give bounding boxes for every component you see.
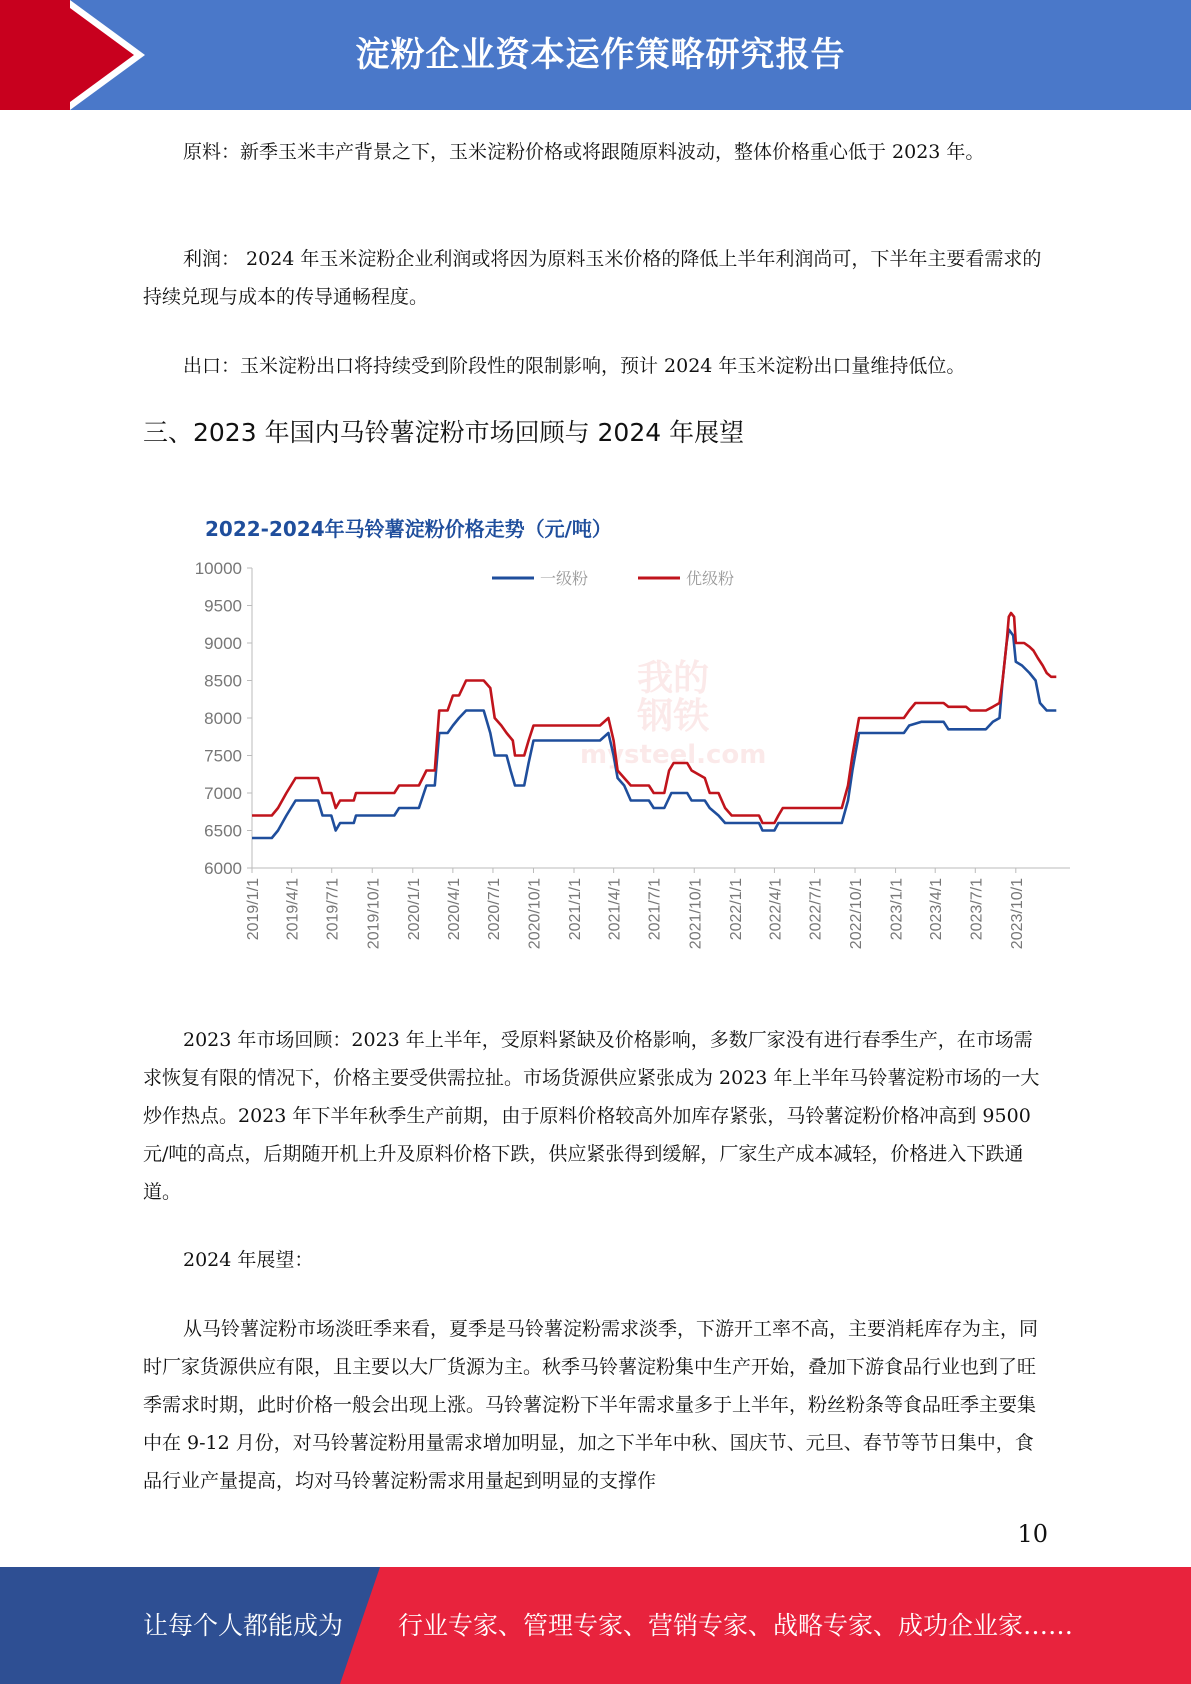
- x-tick-label: 2022/10/1: [848, 878, 866, 950]
- x-tick-label: 2020/1/1: [405, 878, 423, 941]
- x-tick-label: 2020/7/1: [485, 878, 503, 941]
- paragraph-export: 出口：玉米淀粉出口将持续受到阶段性的限制影响，预计 2024 年玉米淀粉出口量维持低位。: [183, 355, 966, 377]
- page-header: [0, 0, 1191, 110]
- page-footer: [0, 1567, 1191, 1684]
- section-heading: 三、2023 年国内马铃薯淀粉市场回顾与 2024 年展望: [143, 418, 745, 447]
- x-tick-label: 2019/10/1: [365, 878, 383, 950]
- x-tick-label: 2021/7/1: [646, 878, 664, 941]
- x-tick-label: 2021/4/1: [606, 878, 624, 941]
- x-tick-label: 2019/4/1: [284, 878, 302, 941]
- y-tick-label: 6000: [204, 859, 242, 878]
- chart-title: 2022-2024年马铃薯淀粉价格走势（元/吨）: [205, 517, 612, 541]
- page-number: 10: [1017, 1520, 1048, 1548]
- x-tick-label: 2021/1/1: [567, 878, 585, 941]
- legend-label: 优级粉: [686, 569, 735, 588]
- x-tick-label: 2023/10/1: [1008, 878, 1026, 950]
- y-tick-label: 8000: [204, 709, 242, 728]
- y-tick-label: 9000: [204, 634, 242, 653]
- x-tick-label: 2019/7/1: [324, 878, 342, 941]
- x-tick-label: 2022/7/1: [807, 878, 825, 941]
- y-tick-label: 8500: [204, 671, 242, 691]
- watermark-line2: 钢铁: [637, 696, 710, 737]
- y-tick-label: 7000: [204, 784, 242, 803]
- y-tick-label: 10000: [194, 559, 242, 578]
- x-tick-label: 2020/4/1: [445, 878, 463, 941]
- series-line-grade1: [252, 630, 1056, 839]
- x-tick-label: 2022/4/1: [767, 878, 785, 941]
- x-tick-label: 2019/1/1: [245, 878, 262, 941]
- footer-slogan-right: 行业专家、管理专家、营销专家、战略专家、成功企业家……: [398, 1611, 1074, 1640]
- watermark-line3: mysteel.com: [580, 740, 767, 770]
- chart-plot: [180, 505, 1080, 975]
- legend-label: 一级粉: [540, 569, 589, 588]
- paragraph-2024-outlook: 从马铃薯淀粉市场淡旺季来看，夏季是马铃薯淀粉需求淡季，下游开工率不高，主要消耗库存为主，同时厂家货源供应有限，且主要以大厂货源为主。秋季马铃薯淀粉集中生产开始，叠加下游食品行业也到了旺季需求时期，此时价格一般会出现上涨。马铃薯淀粉下半年需求量多于上半年，粉丝粉条等食品旺季主要集中在 9-12 月份，对马铃薯淀粉用量需求增加明显，加之下半年中秋、国庆节、元旦、春节等节日集中，食品行业产量提高，均对马铃薯淀粉需求用量起到明显的支撑作: [143, 1318, 1039, 1492]
- x-tick-label: 2022/1/1: [727, 878, 745, 941]
- x-tick-label: 2023/1/1: [888, 878, 906, 941]
- y-tick-label: 6500: [204, 821, 242, 841]
- y-tick-label: 7500: [204, 746, 242, 766]
- report-title: 淀粉企业资本运作策略研究报告: [355, 35, 846, 75]
- watermark-line1: 我的: [637, 658, 710, 699]
- paragraph-2024-outlook-heading: 2024 年展望：: [183, 1249, 314, 1271]
- paragraph-2023-review: 2023 年市场回顾：2023 年上半年，受原料紧缺及价格影响，多数厂家没有进行春季生产，在市场需求恢复有限的情况下，价格主要受供需拉扯。市场货源供应紧张成为 2023 年上半年马铃薯淀粉市场的一大炒作热点。2023 年下半年秋季生产前期，由于原料价格较高外加库存紧张，马铃薯淀粉价格冲高到 9500 元/吨的高点，后期随开机上升及原料价格下跌，供应紧张得到缓解，厂家生产成本减轻，价格进入下跌通道。: [143, 1029, 1040, 1203]
- price-chart: [180, 505, 1080, 975]
- paragraph-profit: 利润： 2024 年玉米淀粉企业利润或将因为原料玉米价格的降低上半年利润尚可，下半年主要看需求的持续兑现与成本的传导通畅程度。: [143, 248, 1042, 308]
- paragraph-raw-material: 原料：新季玉米丰产背景之下，玉米淀粉价格或将跟随原料波动，整体价格重心低于 2023 年。: [183, 141, 985, 163]
- series-line-premium: [252, 613, 1056, 823]
- x-tick-label: 2021/10/1: [687, 878, 705, 950]
- x-tick-label: 2023/7/1: [968, 878, 986, 941]
- y-tick-label: 9500: [204, 596, 242, 616]
- footer-slogan-left: 让每个人都能成为: [143, 1611, 344, 1640]
- x-tick-label: 2023/4/1: [928, 878, 946, 941]
- x-tick-label: 2020/10/1: [526, 878, 544, 950]
